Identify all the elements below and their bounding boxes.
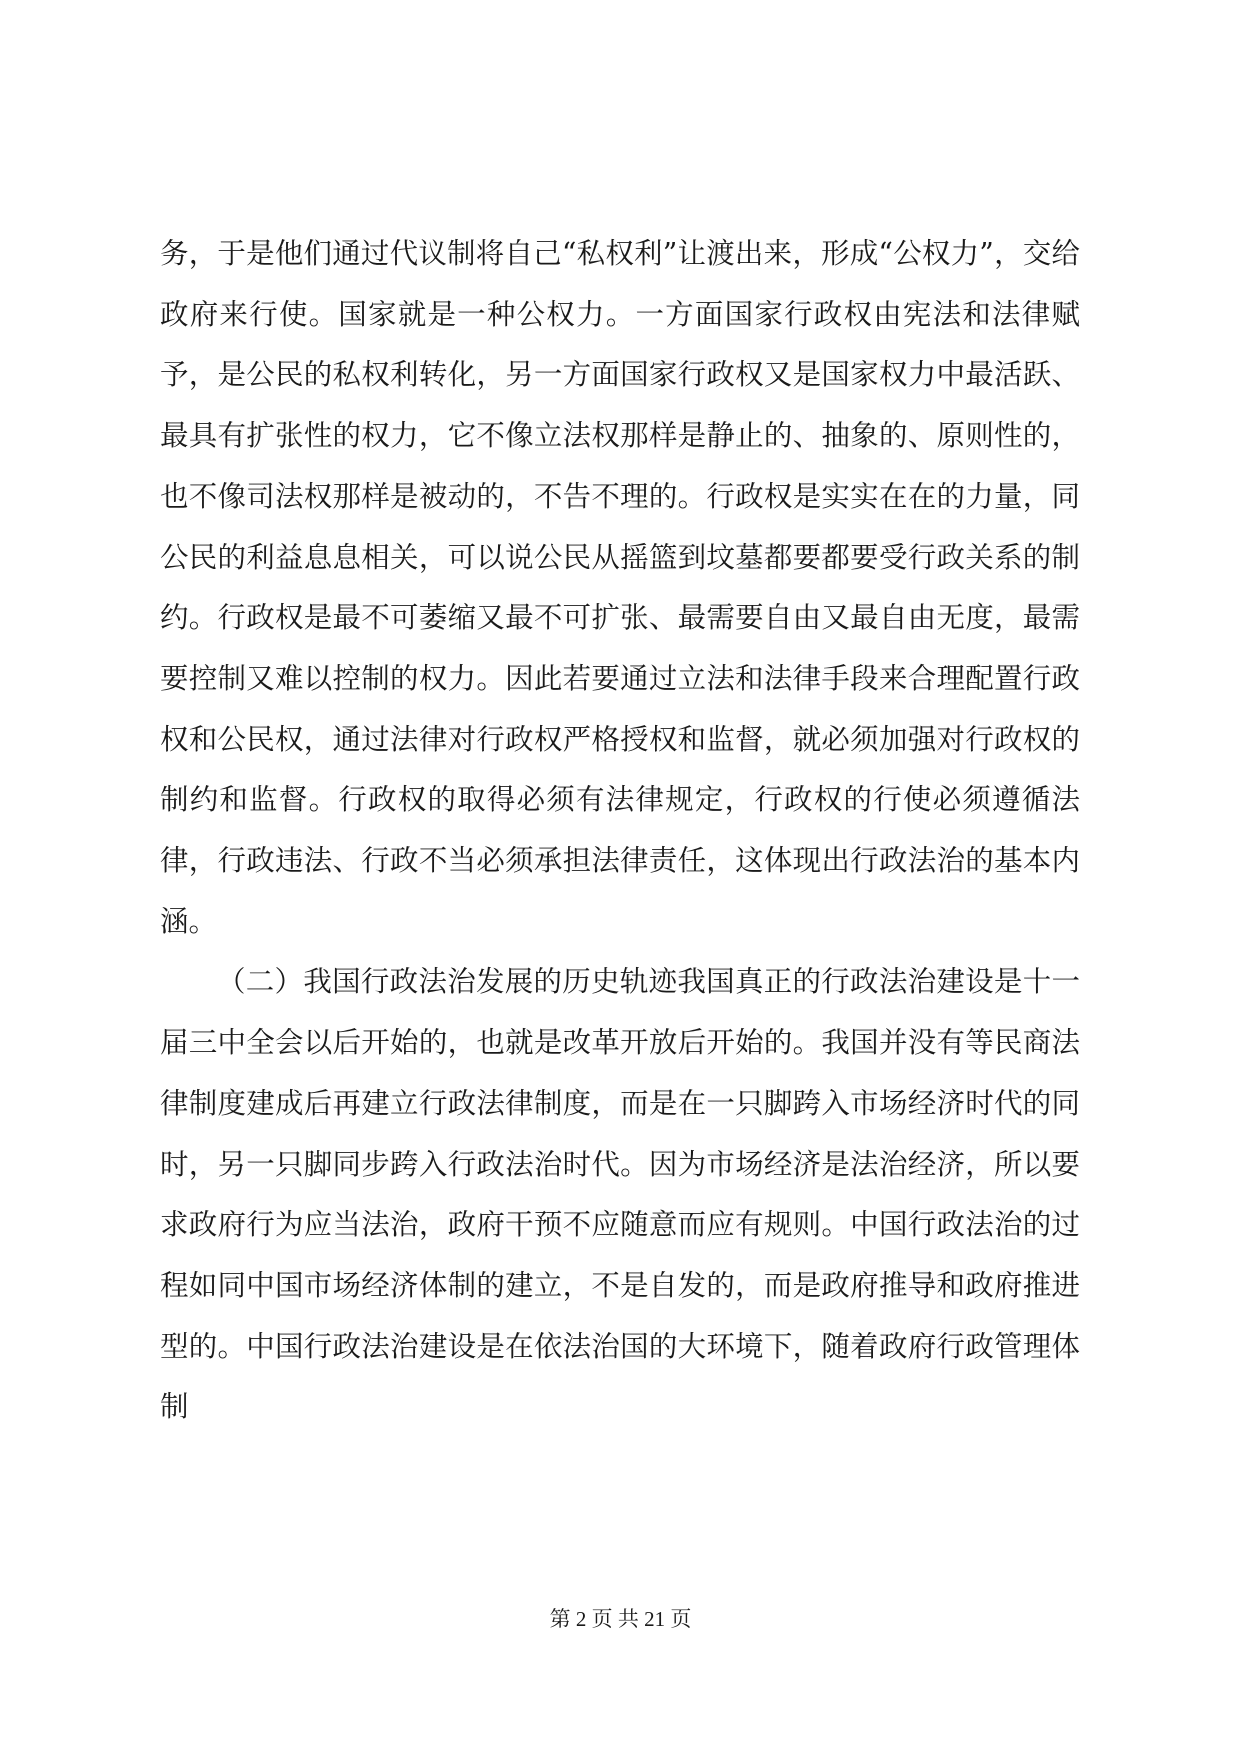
paragraph-1: 务，于是他们通过代议制将自己“私权利”让渡出来，形成“公权力”，交给政府来行使。国家就是一种公权力。一方面国家行政权由宪法和法律赋予，是公民的私权利转化，另一方面国家行政权又是国家权力中最活跃、最具有扩张性的权力，它不像立法权那样是静止的、抽象的、原则性的，也不像司法权那样是被动的，不告不理的。行政权是实实在在的力量，同公民的利益息息相关，可以说公民从摇篮到坟墓都要都要受行政关系的制约。行政权是最不可萎缩又最不可扩张、最需要自由又最自由无度，最需要控制又难以控制的权力。因此若要通过立法和法律手段来合理配置行政权和公民权，通过法律对行政权严格授权和监督，就必须加强对行政权的制约和监督。行政权的取得必须有法律规定，行政权的行使必须遵循法律，行政违法、行政不当必须承担法律责任，这体现出行政法治的基本内涵。	[160, 237, 1080, 938]
page-number-footer: 第 2 页 共 21 页	[549, 1607, 692, 1631]
document-body	[160, 224, 1080, 1438]
paragraph-2: （二）我国行政法治发展的历史轨迹我国真正的行政法治建设是十一届三中全会以后开始的，也就是改革开放后开始的。我国并没有等民商法律制度建成后再建立行政法律制度，而是在一只脚跨入市场经济时代的同时，另一只脚同步跨入行政法治时代。因为市场经济是法治经济，所以要求政府行为应当法治，政府干预不应随意而应有规则。中国行政法治的过程如同中国市场经济体制的建立，不是自发的，而是政府推导和政府推进型的。中国行政法治建设是在依法治国的大环境下，随着政府行政管理体制	[160, 965, 1080, 1424]
